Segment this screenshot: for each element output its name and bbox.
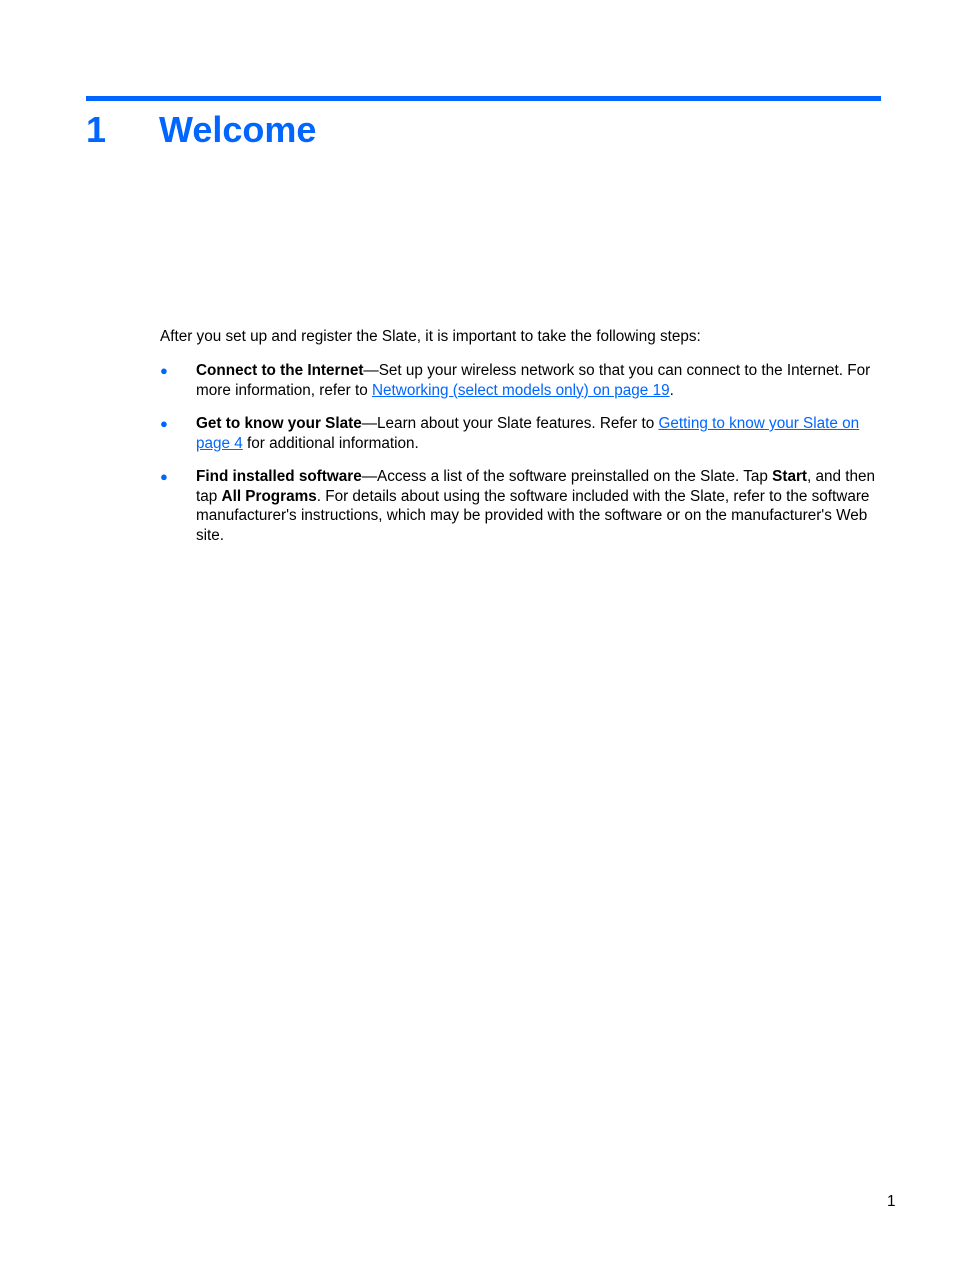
step-title: Find installed software (196, 468, 362, 485)
chapter-heading (86, 106, 316, 156)
bullet-icon: ● (160, 416, 168, 431)
steps-list (160, 361, 882, 559)
chapter-number: 1 (86, 109, 107, 150)
step-text-end: for additional information. (242, 434, 419, 452)
intro-paragraph: After you set up and register the Slate, it is important to take the following steps: (160, 328, 701, 345)
start-term: Start (772, 468, 808, 485)
step-text: —Learn about your Slate features. Refer to (361, 415, 659, 432)
all-programs-term: All Programs (221, 487, 317, 505)
chapter-title: Welcome (159, 109, 317, 150)
step-text: , and then tap (196, 468, 876, 505)
step-title: Get to know your Slate (196, 415, 362, 432)
step-text: —Access a list of the software preinstalled on the Slate. Tap (361, 468, 773, 485)
networking-link[interactable]: Networking (select models only) on page 19 (371, 381, 670, 399)
list-item (160, 414, 882, 453)
bullet-icon: ● (160, 363, 168, 378)
step-text-end: . For details about using the software included with the Slate, refer to the software manufacturer's instructions, which may be provided with the software or on the manufacturer's Web site. (196, 487, 870, 544)
step-title: Connect to the Internet (196, 362, 364, 379)
chapter-rule (86, 96, 881, 101)
bullet-icon: ● (160, 469, 168, 484)
step-text-end: . (669, 381, 674, 399)
getting-to-know-link[interactable]: Getting to know your Slate on page 4 (196, 415, 860, 452)
page-number: 1 (887, 1193, 896, 1210)
list-item (160, 361, 882, 400)
step-text: —Set up your wireless network so that you can connect to the Internet. For more information, refer to (196, 362, 871, 399)
list-item (160, 467, 882, 545)
